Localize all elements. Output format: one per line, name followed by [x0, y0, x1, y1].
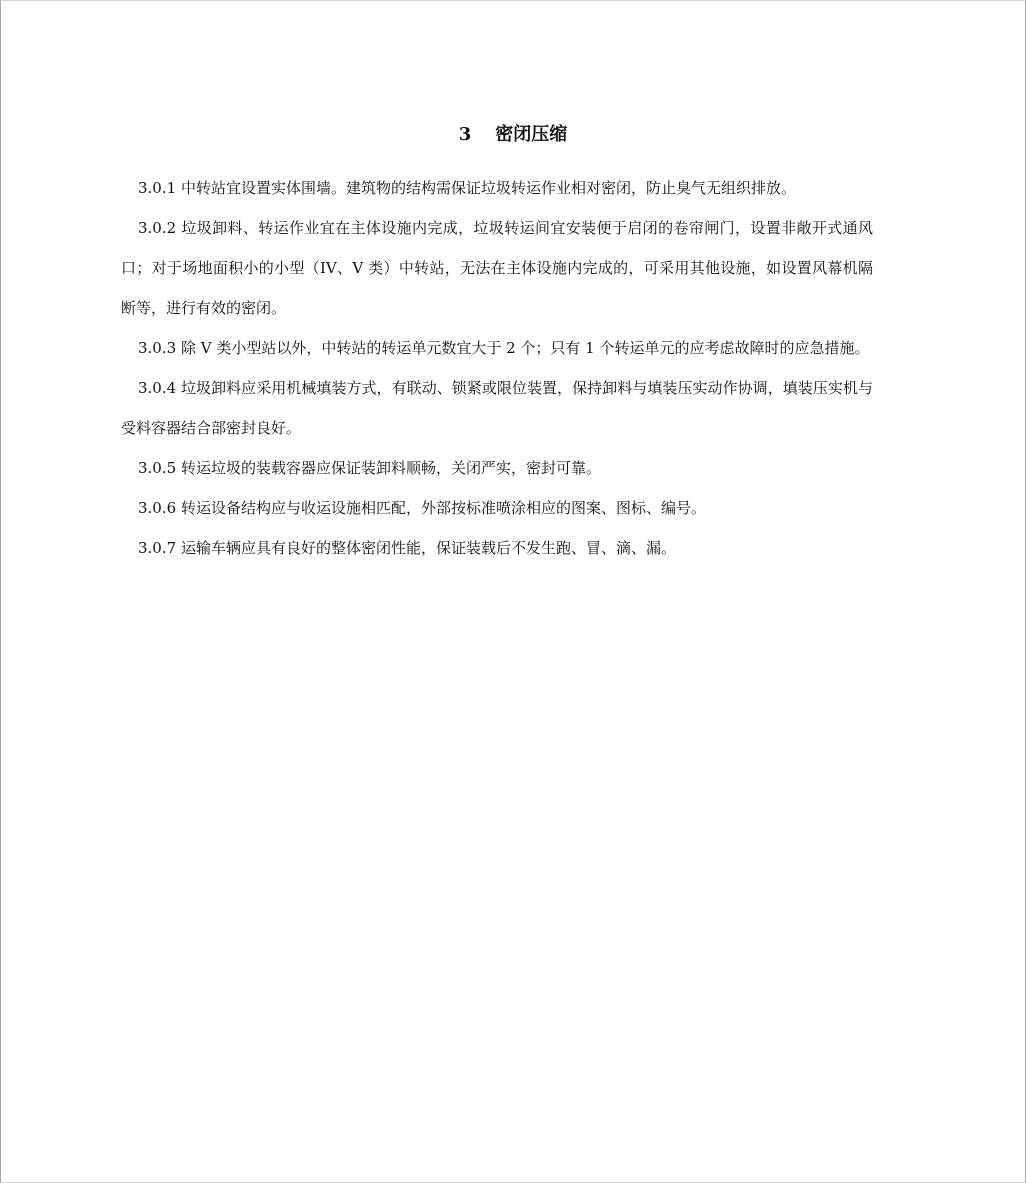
clause-list	[121, 168, 873, 568]
clause-3-0-4	[121, 368, 873, 448]
section-number: 3	[458, 124, 472, 145]
clause-text: 运输车辆应具有良好的整体密闭性能，保证装载后不发生跑、冒、滴、漏。	[180, 539, 676, 557]
clause-3-0-2	[121, 208, 873, 328]
clause-number: 3.0.3	[138, 339, 177, 357]
clause-3-0-1	[121, 168, 873, 208]
clause-3-0-5	[121, 448, 873, 488]
clause-number: 3.0.4	[138, 379, 177, 397]
clause-text: 转运设备结构应与收运设施相匹配，外部按标准喷涂相应的图案、图标、编号。	[180, 499, 706, 517]
clause-number: 3.0.5	[138, 459, 177, 477]
clause-text: 垃圾卸料、转运作业宜在主体设施内完成，垃圾转运间宜安装便于启闭的卷帘闸门，设置非敞开式通风口；对于场地面积小的小型（IV、V 类）中转站，无法在主体设施内完成的，可采用其他设施，如设置风幕机隔断等，进行有效的密闭。	[121, 219, 873, 317]
clause-number: 3.0.7	[138, 539, 177, 557]
clause-3-0-7	[121, 528, 873, 568]
clause-3-0-3	[121, 328, 873, 368]
clause-number: 3.0.6	[138, 499, 177, 517]
clause-number: 3.0.1	[138, 179, 177, 197]
clause-text: 垃圾卸料应采用机械填装方式，有联动、锁紧或限位装置，保持卸料与填装压实动作协调，填装压实机与受料容器结合部密封良好。	[121, 379, 873, 437]
section-title: 密闭压缩	[495, 124, 568, 145]
clause-3-0-6	[121, 488, 873, 528]
clause-text: 转运垃圾的装载容器应保证装卸料顺畅，关闭严实，密封可靠。	[180, 459, 601, 477]
clause-number: 3.0.2	[138, 219, 177, 237]
section-heading	[1, 121, 1025, 149]
clause-text: 中转站宜设置实体围墙。建筑物的结构需保证垃圾转运作业相对密闭，防止臭气无组织排放。	[180, 179, 796, 197]
clause-text: 除 V 类小型站以外，中转站的转运单元数宜大于 2 个；只有 1 个转运单元的应考虑故障时的应急措施。	[180, 339, 870, 357]
